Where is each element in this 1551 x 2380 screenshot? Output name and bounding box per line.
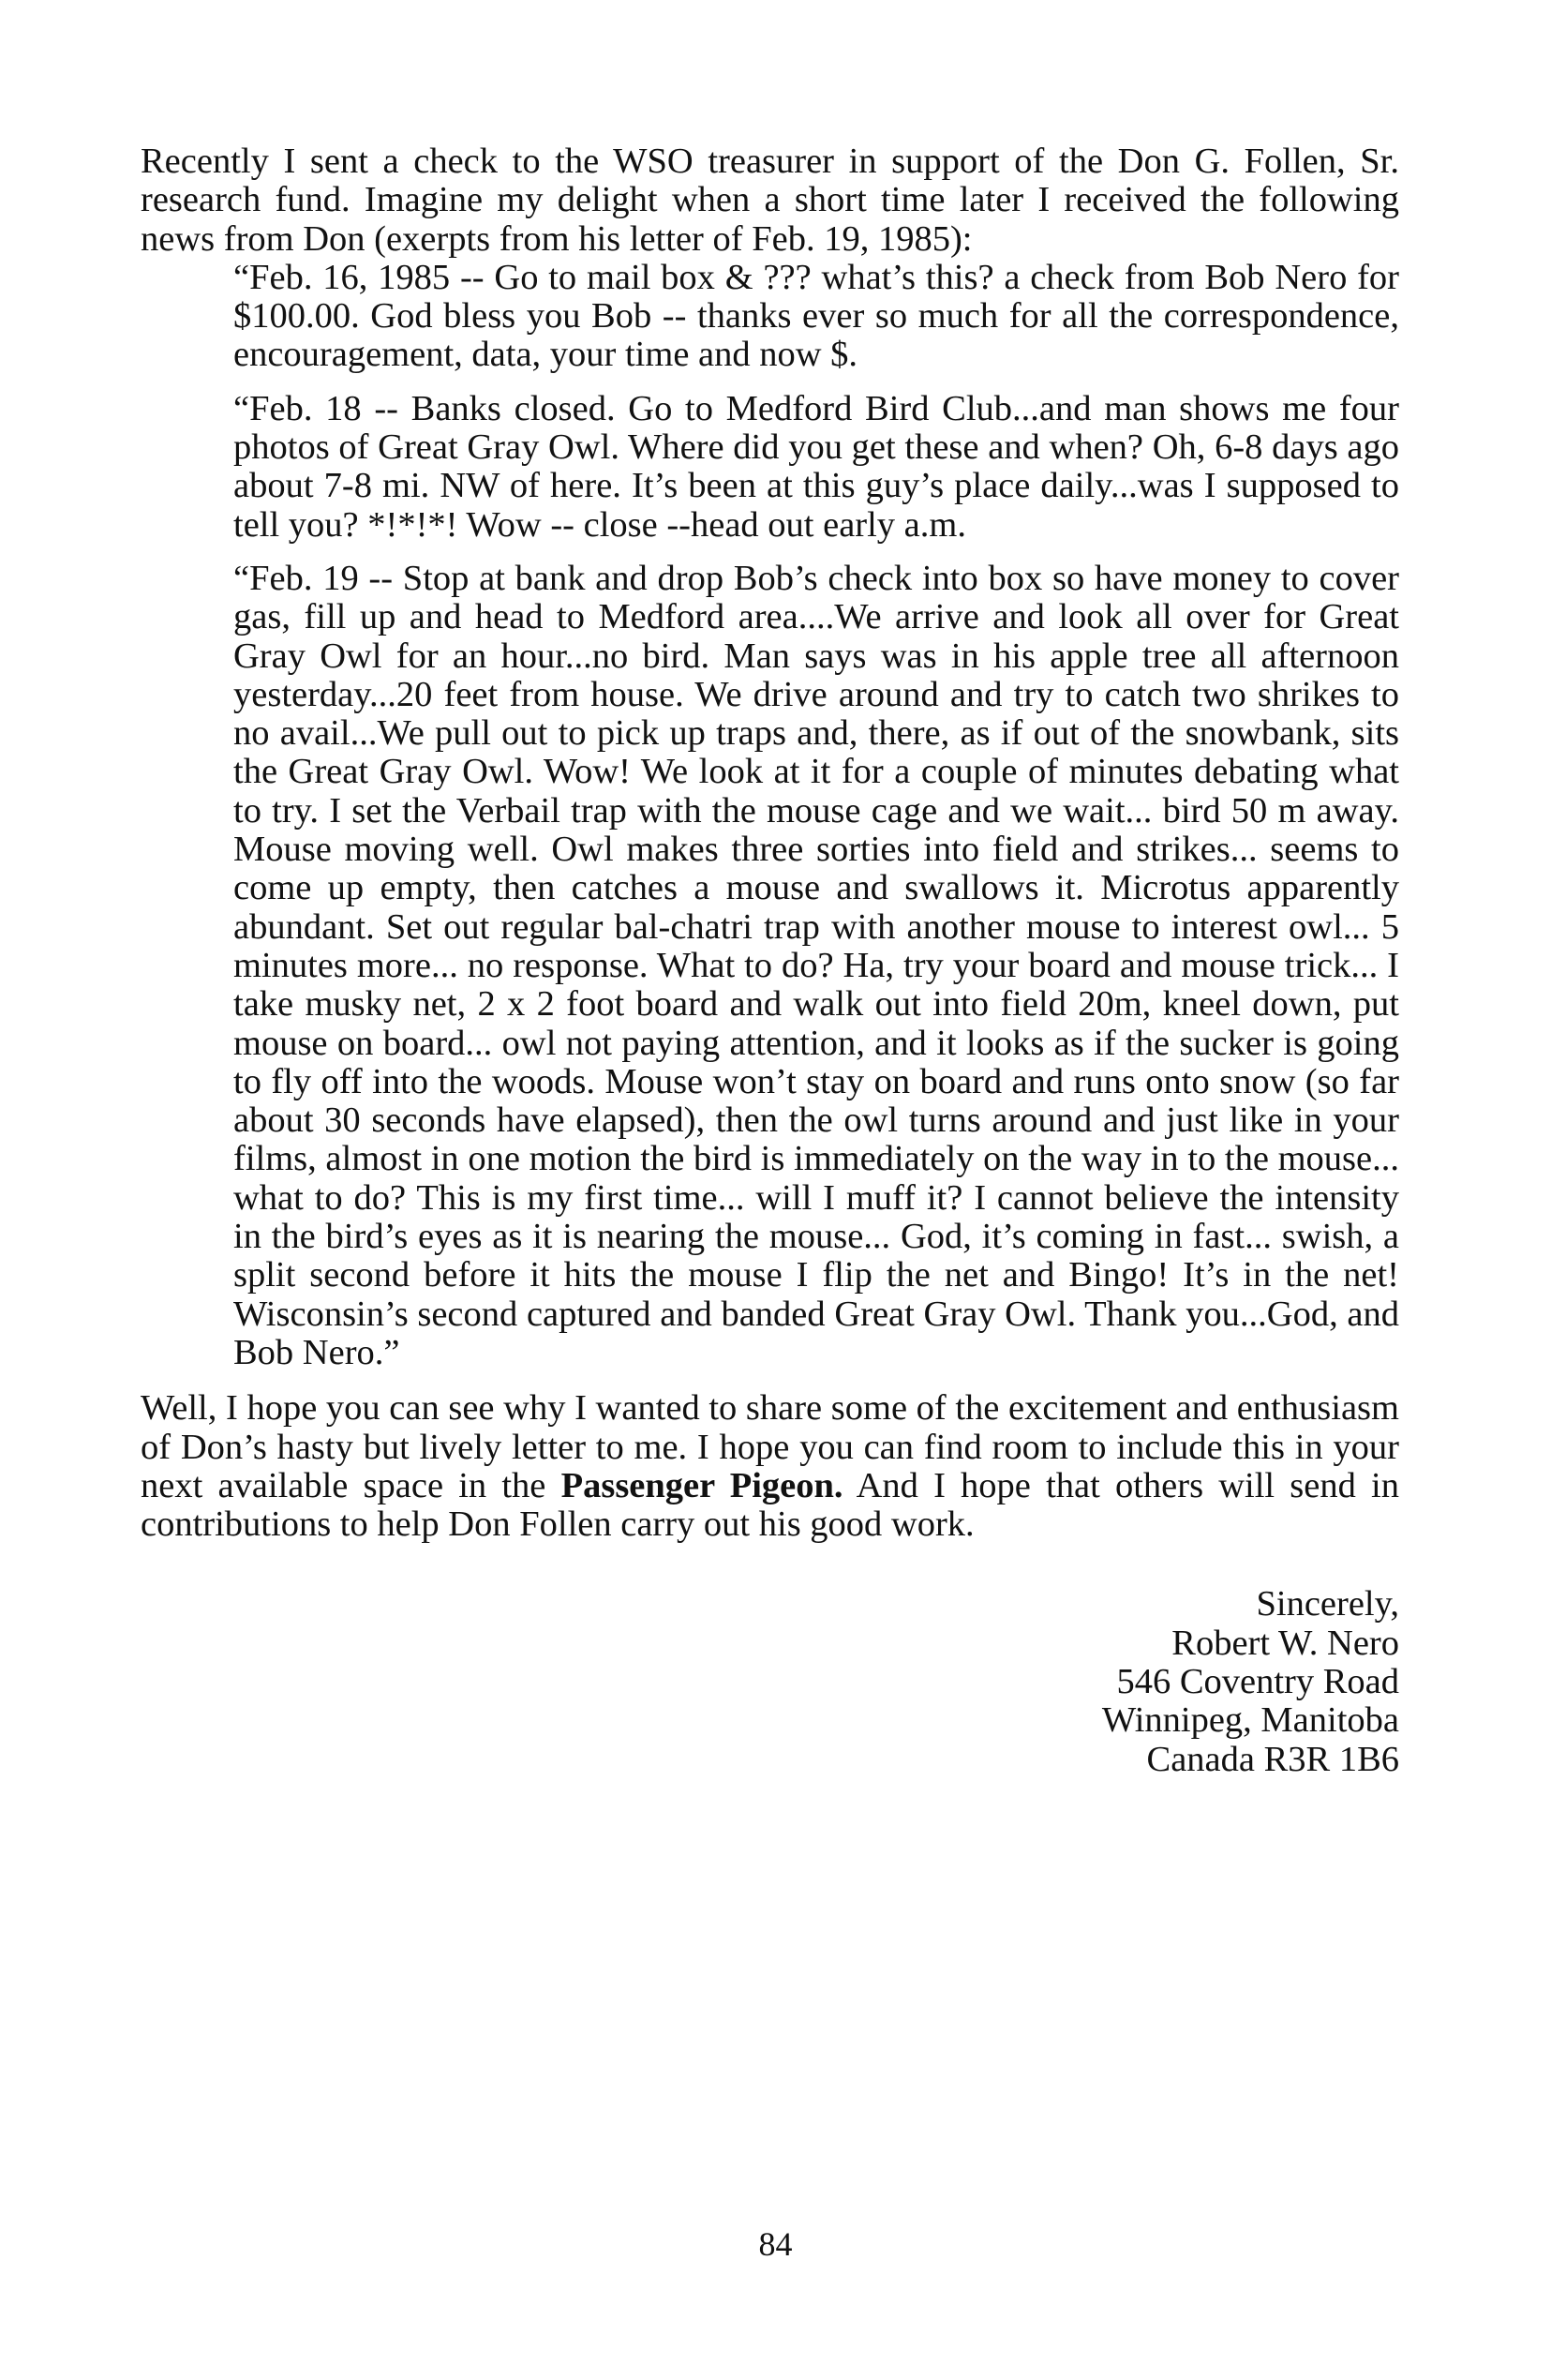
- quote-paragraph-feb-16: “Feb. 16, 1985 -- Go to mail box & ??? what’s this? a check from Bob Nero for $100.00. God bless you Bob -- thanks ever so much for all the correspondence, encouragement, data, your time and now $.: [233, 257, 1399, 375]
- address-city: Winnipeg, Manitoba: [1101, 1700, 1399, 1741]
- letter-page: [141, 142, 1399, 1779]
- page-number: 84: [758, 2225, 793, 2263]
- salutation: Sincerely,: [1256, 1584, 1399, 1624]
- journal-name: Passenger Pigeon.: [560, 1465, 843, 1505]
- quote-paragraph-feb-18: “Feb. 18 -- Banks closed. Go to Medford Bird Club...and man shows me four photos of Great Gray Owl. Where did you get these and when? Oh, 6-8 days ago about 7-8 mi. NW of here. It’s been at this guy’s place daily...was I supposed to tell you? *!*!*! Wow -- close --head out early a.m.: [233, 388, 1399, 545]
- quote-paragraph-feb-19: “Feb. 19 -- Stop at bank and drop Bob’s check into box so have money to cover gas, fill up and head to Medford area....We arrive and look all over for Great Gray Owl for an hour...no bird. Man says was in his apple tree all afternoon yesterday...20 feet from house. We drive around and try to catch two shrikes to no avail...We pull out to pick up traps and, there, as if out of the snowbank, sits the Great Gray Owl. Wow! We look at it for a couple of minutes debating what to try. I set the Verbail trap with the mouse cage and we wait... bird 50 m away. Mouse moving well. Owl makes three sorties into field and strikes... seems to come up empty, then catches a mouse and swallows it. Microtus apparently abundant. Set out regular bal-chatri trap with another mouse to interest owl... 5 minutes more... no response. What to do? Ha, try your board and mouse trick... I take musky net, 2 x 2 foot board and walk out into field 20m, kneel down, put mouse on board... owl not paying attention, and it looks as if the sucker is going to fly off into the woods. Mouse won’t stay on board and runs onto snow (so far about 30 seconds have elapsed), then the owl turns around and just like in your films, almost in one motion the bird is immediately on the way in to the mouse... what to do? This is my first time... will I muff it? I cannot believe the intensity in the bird’s eyes as it is nearing the mouse... God, it’s coming in fast... swish, a split second before it hits the mouse I flip the net and Bingo! It’s in the net! Wisconsin’s second captured and banded Great Gray Owl. Thank you...God, and Bob Nero.”: [233, 558, 1399, 1372]
- closing-paragraph: [141, 1389, 1399, 1544]
- signature-block: [141, 1585, 1399, 1778]
- intro-paragraph: Recently I sent a check to the WSO treasurer in support of the Don G. Follen, Sr. research fund. Imagine my delight when a short time later I received the following news from Don (exerpts from his letter of Feb. 19, 1985):: [141, 142, 1399, 259]
- closing-text-start: Well, I hope you can see why I wanted to share some of the excitement and enthusiasm of Don’s hasty but lively letter to me. I hope you can find room to include this in your next available space in the: [141, 1388, 1399, 1505]
- address-street: 546 Coventry Road: [1116, 1661, 1399, 1701]
- address-country: Canada R3R 1B6: [1146, 1739, 1399, 1779]
- closing-text-end: And I hope that others will send in contributions to help Don Follen carry out his good work.: [141, 1465, 1399, 1545]
- quoted-letter: [233, 259, 1399, 1372]
- author-name: Robert W. Nero: [1171, 1623, 1399, 1663]
